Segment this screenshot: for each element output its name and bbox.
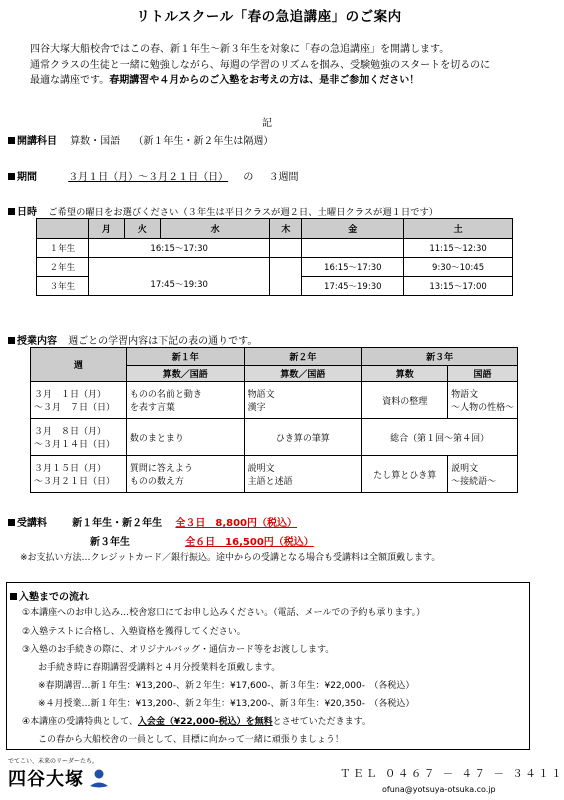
brand-logo: でてこい、未来のリーダーたち。 四谷大塚 xyxy=(8,756,110,791)
flow-fee-april: ※４月授業…新１年生：¥13,200-、新２年生：¥13,200-、新３年生：¥20,350- （各税込） xyxy=(38,699,415,709)
day-header-mon: 月 xyxy=(88,219,124,239)
day-header-fri: 金 xyxy=(302,219,404,239)
flow-closing: この春から大船校舎の一員として、目標に向かって一緒に頑張りましょう！ xyxy=(38,735,344,745)
table-row: ３月１５日（月） ～３月２１日（日） 質問に答えよう ものの数え方 説明文 主語と述語 たし算とひき算 説明文 ～接続語～ xyxy=(31,456,518,493)
payment-note: ※お支払い方法…クレジットカード／銀行振込。途中からの受講となる場合も受講料は全額頂戴します。 xyxy=(20,553,441,563)
table-row: １年生 16:15～17:30 11:15～12:30 xyxy=(37,239,513,258)
table-row: ２年生 17:45～19:30 16:15～17:30 9:30～10:45 xyxy=(37,258,513,277)
email-address: ofuna@yotsuya-otsuka.co.jp xyxy=(382,785,496,794)
bullet-square-icon xyxy=(8,337,15,344)
ki-mark: 記 xyxy=(262,118,272,129)
phone-number: ＴＥＬ ０４６７ － ４７ － ３４１１ xyxy=(340,768,564,780)
brand-mark-icon xyxy=(88,767,110,789)
bullet-square-icon xyxy=(8,173,15,180)
bullet-square-icon xyxy=(8,519,15,526)
bullet-square-icon xyxy=(8,137,15,144)
bullet-square-icon xyxy=(8,208,15,215)
flow-step-3-detail: お手続き時に春期講習受講料と４月分授業料を頂戴します。 xyxy=(38,663,281,673)
fee-g3: 新３年生 全６日 16,500円（税込） xyxy=(90,537,314,548)
flow-step-4: ④本講座の受講特典として、入会金（¥22,000-税込）を無料とさせていただきます。 xyxy=(22,717,371,727)
table-row: ３月 １日（月） ～３月 ７日（日） ものの名前と動き を表す言葉 物語文 漢字 資料の整理 物語文 ～人物の性格～ xyxy=(31,382,518,419)
flow-step-3: ③入塾のお手続きの際に、オリジナルバッグ・通信カード等をお渡しします。 xyxy=(22,645,335,655)
fee-section: 受講料 新１年生・新２年生 全３日 8,800円（税込） xyxy=(8,514,297,529)
content-section: 授業内容 週ごとの学習内容は下記の表の通りです。 xyxy=(8,332,257,347)
period-section: 期間 ３月１日（月）～３月２１日（日） の ３週間 xyxy=(8,168,299,183)
day-header-tue: 火 xyxy=(124,219,160,239)
table-row: ３年生 17:45～19:30 13:15～17:00 xyxy=(37,277,513,296)
schedule-table xyxy=(36,218,513,296)
table-row: ３月 ８日（月） ～３月１４日（日） 数のまとまり ひき算の筆算 総合（第１回～第４回） xyxy=(31,419,518,456)
page-title: リトルスクール「春の急追講座」のご案内 xyxy=(136,9,402,25)
bullet-square-icon xyxy=(10,593,17,600)
day-header-wed: 水 xyxy=(160,219,270,239)
flow-fee-spring: ※春期講習…新１年生：¥13,200-、新２年生：¥17,600-、新３年生：¥22,000- （各税込） xyxy=(38,681,415,691)
content-table: 週 新１年 新２年 新３年 算数／国語 算数／国語 算数 国語 ３月 １日（月） ～３月 ７日（日） ものの名前と動き を表す言葉 物語文 漢字 資料の整理 物語文 ～人物の性格～ ３月 ８日（月） ～３月１４日（日） 数のまとまり ひき算の筆算 総合（第１回～第４回） ３月１５日（月） ～３月２１日（日） 質問に答えよう ものの数え方 説明文 主語と述語 たし算とひき算 説明文 ～接続語～ xyxy=(30,347,518,493)
flow-title: 入塾までの流れ xyxy=(10,588,89,603)
day-header-sat: 土 xyxy=(404,219,513,239)
intro-text: 四谷大塚大船校舎ではこの春、新１年生～新３年生を対象に「春の急追講座」を開講します。 通常クラスの生徒と一緒に勉強しながら、毎週の学習のリズムを掴み、受験勉強のスタートを切るのに 最適な講座です。春期講習や４月からのご入塾をお考えの方は、是非ご参加ください！ xyxy=(30,44,491,86)
flow-step-1: ①本講座へのお申し込み…校舎窓口にてお申し込みください。（電話、メールでの予約も承ります。） xyxy=(22,608,426,618)
subjects-section: 開講科目 算数・国語 （新１年生・新２年生は隔週） xyxy=(8,132,273,147)
schedule-section: 日時 ご希望の曜日をお選びください（３年生は平日クラスが週２日、土曜日クラスが週１日です） xyxy=(8,203,438,218)
day-header-thu: 木 xyxy=(270,219,302,239)
flow-step-2: ②入塾テストに合格し、入塾資格を獲得してください。 xyxy=(22,627,246,637)
